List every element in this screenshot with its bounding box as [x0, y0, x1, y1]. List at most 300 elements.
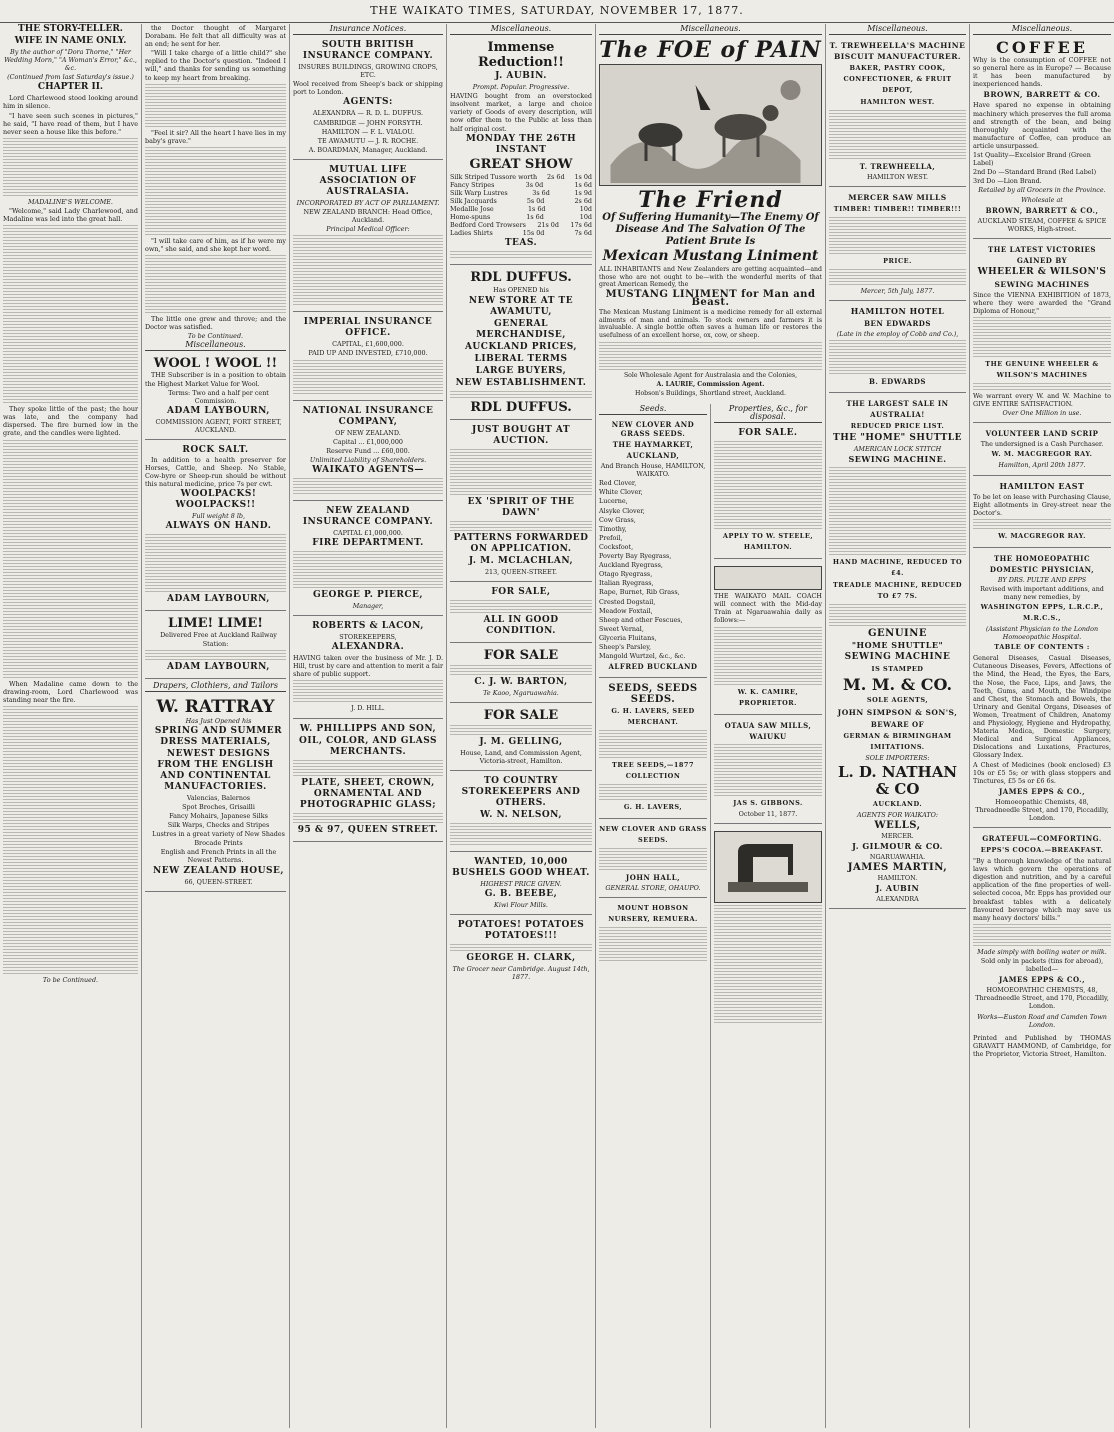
ad-title: SEEDS, SEEDS SEEDS.	[608, 683, 698, 706]
ad-title: RDL DUFFUS.	[470, 270, 572, 286]
story-section-heading: MADALINE'S WELCOME.	[28, 197, 113, 206]
ad-text: Mercer, 5th July, 1877.	[860, 287, 935, 296]
national-ad	[293, 404, 443, 501]
ad-title: Immense Reduction!!	[477, 40, 564, 71]
text-lines	[145, 84, 286, 127]
ad-address: HOMOEOPATHIC CHEMISTS, 48, Threadneedle Street, and 170, Piccadilly, London.	[975, 986, 1109, 1011]
text-lines	[450, 600, 592, 613]
nelson-ad	[450, 774, 592, 852]
ad-name: JOHN HALL,	[625, 873, 681, 883]
ad-text: GERMAN & BIRMINGHAM IMITATIONS.	[843, 732, 952, 752]
ad-text: Terms: Two and a half per cent Commission.	[168, 388, 269, 405]
text-lines	[829, 340, 966, 374]
ad-name: BEN EDWARDS	[864, 319, 931, 329]
ad-text: HIGHEST PRICE GIVEN.	[480, 879, 562, 888]
mail-coach-ad	[714, 562, 822, 714]
text-lines	[450, 944, 592, 951]
ad-name: NEW ZEALAND HOUSE,	[153, 865, 284, 876]
mclachlan-ad	[450, 423, 592, 582]
story-paragraph: "Feel it sir? All the heart I have lies in my baby's grave."	[145, 128, 286, 145]
ad-text: Kiwi Flour Mills.	[494, 900, 548, 909]
to-be-continued: To be Continued.	[187, 332, 244, 341]
foe-of-pain-heading: The FOE of PAIN	[599, 36, 822, 63]
text-lines	[145, 147, 286, 235]
ad-title: WANTED, 10,000 BUSHELS GOOD WHEAT.	[452, 856, 590, 878]
ad-title: T. TREWHEELLA'S MACHINE BISCUIT MANUFACTURER.	[829, 41, 966, 62]
ad-item: Fancy Mohairs, Japanese Silks	[169, 812, 268, 820]
ad-text: Works—Euston Road and Camden Town London.	[977, 1013, 1107, 1030]
ad-text: SEWING MACHINE	[844, 652, 951, 663]
ad-title: NATIONAL INSURANCE COMPANY,	[302, 405, 434, 427]
ad-text: LARGE BUYERS,	[475, 365, 567, 376]
ad-item: 2nd Do —Standard Brand (Red Label)	[973, 168, 1097, 177]
ad-item: 3rd Do —Lion Brand.	[973, 177, 1042, 186]
text-lines	[293, 235, 443, 305]
duffus-ad	[450, 268, 592, 419]
ad-text: SEWING MACHINE.	[848, 454, 947, 465]
ad-address: COMMISSION AGENT, FORT STREET, AUCKLAND.	[155, 417, 282, 434]
ad-title: ROCK SALT.	[182, 444, 249, 455]
roberts-lacon-ad	[293, 619, 443, 718]
ad-text: THE Subscriber is in a position to obtain the Highest Market Value for Wool.	[145, 371, 286, 388]
ad-text: AGENTS FOR WAIKATO:	[857, 810, 938, 819]
seed-item: Glyceria Fluitans,	[599, 633, 657, 642]
ad-sign: A. BOARDMAN, Manager, Auckland.	[308, 145, 428, 154]
ad-name: G. H. LAVERS,	[623, 803, 683, 812]
ad-name: J. AUBIN	[875, 882, 920, 893]
text-lines	[973, 519, 1111, 529]
ad-text: MERCER.	[881, 831, 914, 840]
ad-title: NEW CLOVER AND GRASS SEEDS.	[599, 825, 707, 845]
ad-text: Principal Medical Officer:	[326, 225, 410, 234]
ad-name: JAMES EPPS & CO.,	[998, 786, 1086, 796]
ad-text: BAKER, PASTRY COOK, CONFECTIONER, & FRUIT DEPOT,	[843, 64, 952, 95]
ad-item: 1st Quality—Excelsior Brand (Green Label)	[973, 151, 1091, 168]
ad-address: 95 & 97, QUEEN STREET.	[297, 824, 439, 835]
home-shuttle-ad	[829, 396, 966, 909]
imperial-ad	[293, 315, 443, 400]
ad-item: TE AWAMUTU — J. R. ROCHE.	[317, 136, 419, 145]
ad-address: Te Kaoo, Ngaruawahia.	[483, 688, 559, 697]
coach-picture	[714, 566, 822, 590]
ad-item: Brocade Prints	[194, 839, 243, 848]
ad-text: BEWARE OF	[870, 720, 925, 730]
volunteer-scrip-ad	[973, 426, 1111, 475]
ad-text: Made simply with boiling water or milk.	[977, 947, 1107, 956]
ad-name: GEORGE P. PIERCE,	[312, 589, 424, 600]
ad-name: JAMES MARTIN,	[847, 861, 948, 873]
ad-title: COFFEE	[996, 38, 1088, 58]
wool-ad	[145, 354, 286, 440]
ad-address: 66, QUEEN-STREET.	[184, 877, 253, 886]
ad-title: MERCER SAW MILLS	[848, 193, 947, 203]
ad-title: SOUTH BRITISH INSURANCE COMPANY.	[302, 40, 434, 62]
chapter-heading: CHAPTER II.	[37, 82, 104, 93]
ad-title: FOR SALE.	[738, 428, 798, 439]
ad-text: Have spared no expense in obtaining machinery which preserves the full aroma and strength of the bean, and being thoroughly acquainted with the manufacture of Coffee, can produce an article unsurpassed.	[973, 101, 1111, 150]
ad-text: ALEXANDRA.	[331, 642, 405, 653]
ad-title: TEAS.	[504, 238, 538, 249]
section-heading: Miscellaneous.	[145, 341, 286, 351]
ad-title: W. RATTRAY	[156, 696, 275, 717]
for-sale-engine-ad	[450, 585, 592, 643]
ad-text: PLATE, SHEET, CROWN, ORNAMENTAL AND PHOTOGRAPHIC GLASS;	[299, 777, 437, 810]
ad-text: NEWEST DESIGNS FROM THE ENGLISH AND CONTINENTAL MANUFACTORIES.	[157, 748, 274, 792]
ad-text: AUCKLAND PRICES,	[464, 341, 578, 352]
ad-name: JAMES EPPS & CO.,	[998, 975, 1086, 985]
ad-text: FIRE DEPARTMENT.	[312, 537, 424, 548]
ad-name: ALFRED BUCKLAND	[608, 662, 698, 672]
seed-item: Rape, Burnet, Rib Grass,	[599, 588, 680, 597]
ad-item: Lustres in a great variety of New Shades	[152, 830, 285, 839]
ad-text: TREADLE MACHINE, REDUCED TO £7 7S.	[832, 581, 963, 601]
section-heading: Insurance Notices.	[293, 25, 443, 35]
wheat-ad	[450, 855, 592, 915]
text-lines	[293, 760, 443, 776]
ad-text: THE "HOME" SHUTTLE	[833, 433, 962, 444]
aubin-ad	[450, 38, 592, 265]
seed-item: Otago Ryegrass,	[599, 570, 653, 579]
ad-text: Over One Million in use.	[1002, 409, 1082, 418]
ad-text: ALWAYS ON HAND.	[165, 521, 272, 532]
ad-name: G. B. BEEBE,	[484, 888, 558, 899]
seed-item: Red Clover,	[599, 479, 637, 488]
imprint: Printed and Published by THOMAS GRAVATT HAMMOND, of Cambridge, for the Proprietor, Victoria Street, Hamilton.	[973, 1033, 1111, 1058]
mexican-heading: Mexican Mustang Liniment	[602, 247, 819, 264]
ad-text: SOLE AGENTS,	[866, 696, 929, 705]
ad-title: MOUNT HOBSON NURSERY, REMUERA.	[608, 904, 698, 924]
ad-name: J. M. MCLACHLAN,	[468, 555, 574, 566]
ad-text: Unlimited Liability of Shareholders.	[309, 455, 427, 464]
rock-salt-ad	[145, 443, 286, 611]
ad-text: GENUINE	[868, 628, 927, 640]
ad-name: GEORGE H. CLARK,	[466, 953, 576, 964]
seed-item: White Clover,	[599, 488, 643, 497]
price-row: Fancy Stripes 3s 0d 1s 6d	[450, 180, 592, 189]
to-be-continued: To be Continued.	[42, 975, 99, 984]
ad-name: WHEELER & WILSON'S	[977, 266, 1107, 277]
text-lines	[145, 534, 286, 592]
ad-text: Delivered Free at Auckland Railway Station:	[160, 631, 277, 648]
text-lines	[3, 138, 138, 196]
ad-text: Prompt. Popular. Progressive.	[472, 83, 570, 92]
ad-title: VOLUNTEER LAND SCRIP	[985, 429, 1099, 439]
text-lines	[145, 650, 286, 660]
column-story-ads	[142, 24, 290, 1428]
story-paragraph: When Madaline came down to the drawing-room, Lord Charlewood was standing near the fire.	[3, 679, 138, 704]
ad-name: A. LAURIE, Commission Agent.	[656, 380, 765, 388]
story-title: THE STORY-TELLER.	[18, 24, 123, 34]
section-heading: Properties, &c., for disposal.	[714, 405, 822, 423]
story-paragraph: "Welcome," said Lady Charlewood, and Madaline was led into the great hall.	[3, 206, 138, 224]
homoeopathic-ad	[973, 551, 1111, 828]
ad-text: AUCKLAND.	[872, 799, 923, 808]
ad-sign: T. TREWHEELLA,	[859, 162, 936, 172]
ad-sign: JAS S. GIBBONS.	[733, 798, 803, 807]
text-lines	[599, 848, 707, 870]
ad-title: POTATOES!!!	[484, 931, 558, 942]
text-lines	[829, 604, 966, 626]
ad-title: RDL DUFFUS.	[470, 399, 572, 415]
text-lines	[714, 441, 822, 529]
ad-text: M. M. & CO.	[842, 675, 953, 695]
story-byline: By the author of "Dora Thorne," "Her Wedding Morn," "A Woman's Error," &c., &c.	[4, 48, 137, 73]
price-row: Silk Warp Lustres 3s 6d 1s 9d	[450, 188, 592, 197]
ad-address: AUCKLAND STEAM, COFFEE & SPICE WORKS, High-street.	[977, 216, 1107, 233]
text-lines	[599, 927, 707, 961]
section-heading: Miscellaneous.	[829, 25, 966, 35]
seed-item: Lucerne,	[599, 497, 628, 506]
ad-text: REDUCED PRICE LIST.	[850, 422, 945, 431]
text-lines	[714, 744, 822, 796]
ad-text: Why is the consumption of COFFEE not so general here as in Europe? — Because it has been manufactured by inexperienced hands.	[973, 56, 1111, 89]
ad-sign: W. K. CAMIRE, PROPRIETOR.	[737, 687, 799, 707]
ad-text: We warrant every W. and W. Machine to GIVE ENTIRE SATISFACTION.	[973, 392, 1111, 409]
ad-name: ADAM LAYBOURN,	[167, 594, 270, 605]
ad-text: NEW ESTABLISHMENT.	[455, 377, 587, 388]
ad-text: SOLE IMPORTERS:	[865, 754, 930, 763]
ad-text: PATTERNS FORWARDED ON APPLICATION.	[453, 532, 589, 554]
ad-name: W. M. MACGREGOR RAY.	[991, 450, 1093, 459]
section-heading: Miscellaneous.	[599, 25, 822, 35]
price-row: Home-spuns 1s 6d 10d	[450, 213, 592, 222]
ad-address: Homoeopathic Chemists, 48, Threadneedle Street, and 170, Piccadilly, London.	[975, 797, 1109, 822]
cocoa-ad	[973, 831, 1111, 1063]
ad-title: GRATEFUL—COMFORTING.	[982, 834, 1102, 844]
horse-icon	[600, 65, 821, 185]
ad-text: OF NEW ZEALAND.	[335, 428, 401, 437]
column-insurance	[290, 24, 447, 1428]
seed-item: Crested Dogstail,	[599, 597, 656, 606]
otaua-ad	[714, 718, 822, 824]
ad-text: THE HAYMARKET, AUCKLAND,	[612, 440, 694, 461]
property-sale-ad	[714, 426, 822, 559]
masthead: THE WAIKATO TIMES, SATURDAY, NOVEMBER 17, 1877.	[0, 0, 1114, 23]
text-lines	[450, 391, 592, 398]
section-heading: Miscellaneous.	[450, 25, 592, 35]
hamilton-east-ad	[973, 479, 1111, 548]
seed-item: Timothy,	[599, 524, 627, 533]
story-subtitle: WIFE IN NAME ONLY.	[14, 36, 127, 46]
ad-text: EPPS'S COCOA.—BREAKFAST.	[980, 846, 1104, 855]
seed-item: Cocksfoot,	[599, 542, 634, 551]
text-lines	[293, 813, 443, 823]
ad-title: LIME! LIME!	[168, 616, 263, 632]
ad-title: HAMILTON HOTEL	[850, 306, 945, 317]
ad-text: MONDAY THE 26TH INSTANT	[465, 133, 577, 155]
seed-item: Mangold Wurtzel, &c., &c.	[599, 652, 686, 661]
ad-title: TO COUNTRY STOREKEEPERS AND OTHERS.	[461, 775, 581, 808]
nursery-ad	[599, 901, 707, 967]
ad-item: Silk Warps, Checks and Stripes	[167, 821, 270, 830]
ad-text: ALEXANDRA	[876, 894, 919, 903]
ad-text: And Branch House, HAMILTON, WAIKATO.	[600, 462, 706, 479]
ad-text: The undersigned is a Cash Purchaser.	[980, 440, 1104, 449]
seed-item: Sweet Vernal,	[599, 624, 644, 633]
text-lines	[829, 217, 966, 254]
ad-name: J. M. GELLING,	[479, 736, 563, 747]
mercer-mills-ad	[829, 190, 966, 301]
ad-text: CAPITAL, £1,600,000.	[332, 340, 404, 349]
seed-item: Prefoil,	[599, 533, 623, 542]
ad-text: NEW STORE AT TE AWAMUTU,	[468, 295, 574, 317]
ad-text: EX 'SPIRIT OF THE DAWN'	[467, 496, 575, 518]
ad-text: STOREKEEPERS,	[339, 633, 397, 642]
ad-text: In addition to a health preserver for Horses, Cattle, and Sheep. No Stable, Cow-byre or Sheep-run should be without this natural medicine, price 7s per cwt.	[145, 455, 286, 489]
ad-title: JUST BOUGHT AT AUCTION.	[471, 424, 571, 446]
ad-name: J. AUBIN.	[495, 71, 547, 82]
sewing-machine-icon	[715, 832, 821, 902]
seed-list	[599, 479, 707, 660]
text-lines	[3, 440, 138, 678]
mutual-life-ad	[293, 163, 443, 312]
ad-text: Capital ... £1,000,000	[332, 437, 403, 446]
text-lines	[599, 342, 822, 370]
ad-text: TIMBER! TIMBER!! TIMBER!!!	[833, 205, 962, 214]
ad-text: HAND MACHINE, REDUCED TO £4.	[832, 558, 963, 578]
ad-text: Manager,	[352, 601, 384, 610]
mustang-title: MUSTANG LINIMENT for Man and Beast.	[605, 289, 816, 308]
seed-item: Italian Ryegrass,	[599, 579, 654, 588]
for-sale-gelling-ad	[450, 706, 592, 771]
story-paragraph: the Doctor thought of Margaret Dorabam. He felt that all difficulty was at an end; he sent for her.	[145, 24, 286, 49]
ad-text: "By a thorough knowledge of the natural laws which govern the operations of digestion and nutrition, and by a careful application of the fine properties of well-selected cocoa, Mr. Epps has provided our breakfast tables with a delicately flavoured beverage which may save us many heavy doctors' bills."	[973, 857, 1111, 922]
ad-text: October 11, 1877.	[738, 809, 798, 818]
text-lines	[829, 269, 966, 285]
ad-name: ADAM LAYBOURN,	[167, 661, 270, 672]
ad-name: BROWN, BARRETT & CO.,	[985, 205, 1099, 215]
ad-text: PRICE.	[883, 257, 912, 266]
sewing-machine-picture	[714, 831, 822, 903]
story-paragraph: The little one grew and throve; and the Doctor was satisfied.	[145, 315, 286, 332]
ad-text: AGENTS:	[343, 97, 393, 108]
ad-text: Revised with important additions, and many new remedies, by	[980, 584, 1104, 601]
text-lines	[829, 467, 966, 555]
ad-title: W. PHILLIPPS AND SON,	[299, 723, 437, 734]
ad-title: GREAT SHOW	[469, 156, 573, 172]
sewing-machine-picture-ad	[714, 827, 822, 1029]
price-row: Medallle Jose 1s 6d 10d	[450, 205, 592, 214]
ad-name: WASHINGTON EPPS, L.R.C.P., M.R.C.S.,	[980, 603, 1104, 623]
text-lines	[450, 449, 592, 495]
seeds-ad	[599, 418, 707, 678]
ad-text: To be let on lease with Purchasing Clause, Eight allotments in Grey-street near the Doctor's.	[973, 492, 1111, 517]
suffering-heading: Of Suffering Humanity—The Enemy Of Disease And The Salvation Of The Patient Brute Is	[602, 211, 819, 247]
text-lines	[714, 627, 822, 685]
ad-text: Hamilton, April 20th 1877.	[998, 461, 1086, 470]
ad-text: Wholesale at	[1021, 195, 1063, 204]
ad-title: POTATOES! POTATOES	[457, 920, 585, 931]
mustang-ad	[596, 24, 826, 404]
ad-text: Reserve Fund ... £60,000.	[326, 446, 410, 455]
ad-text: CAPITAL £1,000,000.	[333, 528, 403, 537]
section-heading: Miscellaneous.	[973, 25, 1111, 35]
price-row: Silk Striped Tussore worth 2s 6d 1s 0d	[450, 172, 592, 181]
mustang-banner	[599, 38, 822, 398]
text-lines	[450, 665, 592, 675]
ad-sign: APPLY TO W. STEELE, HAMILTON.	[722, 532, 814, 552]
ad-title: NEW CLOVER AND GRASS SEEDS.	[611, 420, 695, 439]
ad-name: BROWN, BARRETT & CO.	[983, 90, 1101, 100]
text-lines	[714, 905, 822, 1023]
coffee-ad	[973, 38, 1111, 239]
ad-text: A Chest of Medicines (book enclosed) £3 10s or £5 5s; or with glass stoppers and Tinctures, £5 5s or £6 6s.	[973, 760, 1111, 785]
text-lines	[450, 823, 592, 845]
ad-address: Hobson's Buildings, Shortland street, Auckland.	[635, 389, 786, 397]
ad-title: WOOLPACKS! WOOLPACKS!!	[175, 489, 257, 511]
wheeler-wilson-ad	[973, 242, 1111, 424]
lime-ad	[145, 614, 286, 678]
ad-text: (Assistant Physician to the London Homoeopathic Hospital.	[985, 625, 1099, 642]
seed-item: Auckland Ryegrass,	[599, 561, 663, 570]
continued-note: (Continued from last Saturday's issue.)	[7, 73, 134, 82]
text-lines	[293, 680, 443, 702]
ad-text: NEW ZEALAND BRANCH: Head Office, Auckland.	[303, 208, 433, 225]
ad-text: THE WAIKATO MAIL COACH will connect with the Mid-day Train at Ngaruawahia daily as follows:—	[714, 592, 822, 625]
price-row: Silk Jacquards 5s 0d 2s 6d	[450, 196, 592, 205]
ad-title: MUTUAL LIFE ASSOCIATION OF AUSTRALASIA.	[319, 164, 417, 197]
column-misc-2	[826, 24, 970, 1428]
ad-name: ADAM LAYBOURN,	[167, 405, 270, 416]
section-heading: Drapers, Clothiers, and Tailors	[145, 682, 286, 692]
ad-name: J. GILMOUR & CO.	[852, 840, 943, 851]
ad-text: General Diseases, Casual Diseases, Cutaneous Diseases, Fevers, Affections of the Mind, the Head, the Eyes, the Ears, the Nose, the Face, Lips, and Jaws, the Teeth, Gums, and Mouth, the Windpipe and Chest, the Stomach and Bowels, the Urinary and Genital Organs, Diseases of Women, Treatment of Children, Anatomy and Physiology, Hygiene and Hydropathy, Materia Medica, Domestic Surgery, Medical and Surgical Appliances, Dislocations and Luxations, Fractures, Glossary Index.	[973, 654, 1111, 760]
ad-text: Full weight 8 lb,	[191, 512, 246, 521]
ad-item: CAMBRIDGE — JOHN FORSYTH.	[313, 118, 423, 127]
text-lines	[293, 478, 443, 494]
ad-text: THE GENUINE WHEELER & WILSON'S MACHINES	[985, 360, 1099, 380]
ad-text: PAID UP AND INVESTED, £710,000.	[308, 349, 428, 358]
ad-name: G. H. LAVERS, SEED MERCHANT.	[611, 707, 695, 727]
ad-text: Has OPENED his	[493, 286, 549, 295]
text-lines	[973, 317, 1111, 357]
phillips-ad	[293, 722, 443, 842]
column-misc-3	[970, 24, 1114, 1428]
hamilton-hotel-ad	[829, 304, 966, 393]
column-seeds	[596, 404, 711, 1428]
ad-title: THE LATEST VICTORIES GAINED BY	[988, 244, 1096, 265]
ad-text: SPRING AND SUMMER DRESS MATERIALS,	[154, 725, 283, 747]
text-lines	[973, 383, 1111, 390]
ad-text: WAIKATO AGENTS—	[312, 464, 424, 475]
trewheella-ad	[829, 38, 966, 187]
ad-text: INCORPORATED BY ACT OF PARLIAMENT.	[296, 198, 440, 207]
ad-text: The Mexican Mustang Liniment is a medicine remedy for all external ailments of man and animals. To stock owners and farmers it is invaluable. A single bottle often saves a human life or restores the usefulness of an excellent horse, ox, cow, or sheep.	[599, 308, 822, 340]
column-misc	[447, 24, 596, 1428]
ad-address: House, Land, and Commission Agent, Victoria-street, Hamilton.	[460, 748, 582, 765]
ad-title: WOOL ! WOOL !!	[153, 356, 278, 372]
column-properties	[711, 404, 826, 1428]
story-paragraph: Lord Charlewood stood looking around him in silence.	[3, 94, 138, 111]
ad-name: WELLS,	[874, 819, 921, 831]
text-lines	[450, 725, 592, 735]
text-lines	[599, 784, 707, 800]
ad-item: Spot Broches, Grisailli	[182, 802, 255, 811]
ad-text: BY DRS. PULTE AND EPPS	[997, 575, 1087, 584]
ad-text: HAVING bought from an overstocked insolvent market, a large and choice variety of Goods of every description, will now offer them to the Public at less than half original cost.	[450, 92, 592, 133]
ad-title: IMPERIAL INSURANCE OFFICE.	[303, 317, 433, 339]
rattray-ad	[145, 695, 286, 892]
ad-text: The Grocer near Cambridge. August 14th, 1877.	[452, 965, 590, 982]
seed-item: Meadow Foxtail,	[599, 606, 653, 615]
text-lines	[599, 730, 707, 758]
ad-address: HAMILTON WEST.	[866, 173, 929, 182]
ad-title: OTAUA SAW MILLS, WAIUKU	[724, 720, 812, 741]
story-paragraph: "I have seen such scenes in pictures," he said, "I have read of them, but I have never seen a house like this before."	[3, 111, 138, 136]
ad-title: FOR SALE	[483, 707, 559, 723]
ad-text: Retailed by all Grocers in the Province.	[978, 186, 1106, 195]
text-lines	[829, 110, 966, 159]
